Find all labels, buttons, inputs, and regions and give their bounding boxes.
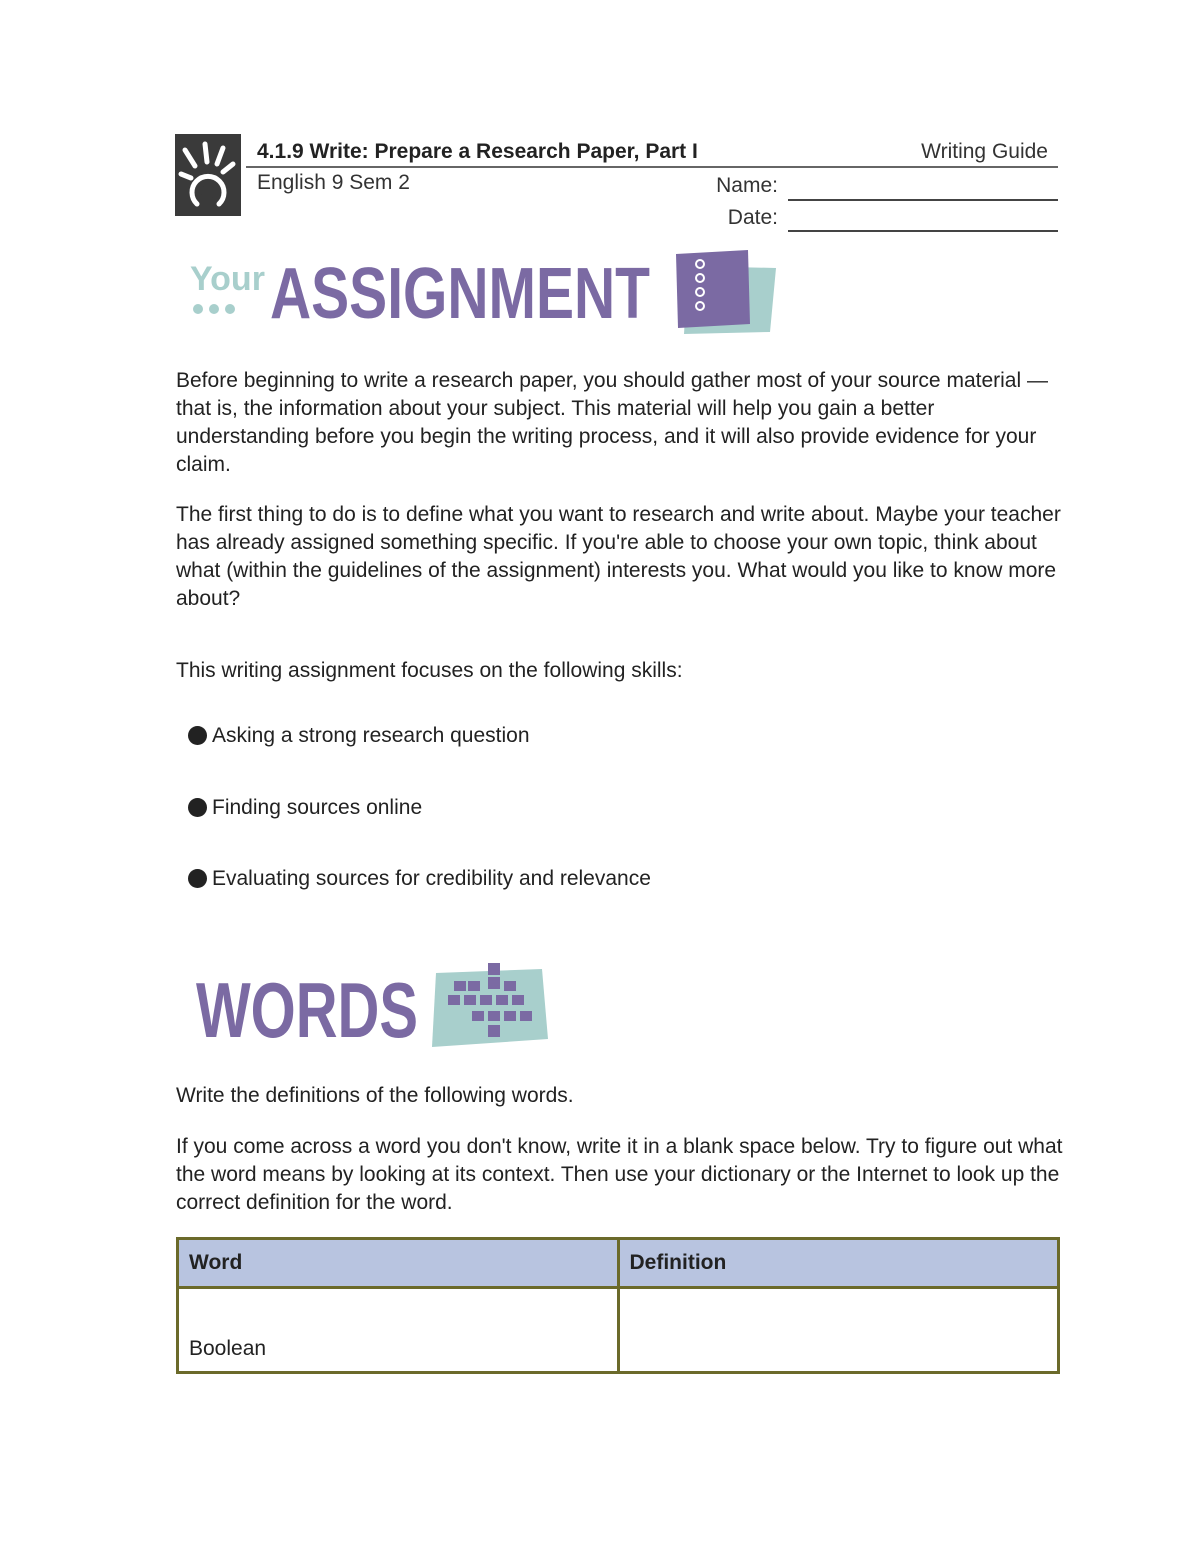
date-field[interactable] (788, 230, 1058, 232)
column-header-word: Word (178, 1239, 619, 1288)
words-instruction: If you come across a word you don't know, write it in a blank space below. Try to figure out what the word means by looking at its context. Then use your dictionary or the Internet to look up the correct definition for the word. (176, 1135, 1063, 1214)
skill-list-item: Finding sources online (188, 794, 422, 822)
word-cell: Boolean (178, 1288, 619, 1373)
bullet-icon (188, 726, 207, 745)
date-label: Date: (727, 206, 778, 229)
banner-title: WORDS (196, 966, 418, 1049)
document-title: 4.1.9 Write: Prepare a Research Paper, Part I (257, 140, 698, 163)
banner-prefix: Your (190, 260, 265, 298)
skill-list-item: Evaluating sources for credibility and relevance (188, 865, 651, 893)
skills-intro: This writing assignment focuses on the following skills: (176, 659, 683, 682)
assignment-paragraph: The first thing to do is to define what you want to research and write about. Maybe your teacher has already assigned something specific. If you're able to choose your own topic, think about what (within the guidelines of the assignment) interests you. What would you like to know more about? (176, 503, 1061, 610)
guide-type-label: Writing Guide (921, 140, 1048, 163)
column-header-definition: Definition (618, 1239, 1059, 1288)
bullet-icon (188, 798, 207, 817)
name-label: Name: (716, 174, 778, 197)
vocabulary-table (176, 1237, 1060, 1374)
skill-list-item: Asking a strong research question (188, 722, 530, 750)
words-instruction: Write the definitions of the following words. (176, 1084, 574, 1107)
crossword-icon (432, 963, 548, 1047)
banner-title: ASSIGNMENT (270, 254, 651, 334)
table-row (178, 1288, 1059, 1373)
assignment-banner (188, 244, 778, 336)
definition-cell[interactable] (618, 1288, 1059, 1373)
words-banner (192, 955, 552, 1049)
header-divider (246, 166, 1058, 168)
notebook-icon (676, 250, 776, 334)
course-name: English 9 Sem 2 (257, 171, 410, 194)
logo-icon (175, 134, 241, 216)
name-field[interactable] (788, 199, 1058, 201)
table-header-row (178, 1239, 1059, 1288)
bullet-icon (188, 869, 207, 888)
assignment-paragraph: Before beginning to write a research paper, you should gather most of your source material — that is, the information about your subject. This material will help you gain a better understanding before you begin the writing process, and it will also provide evidence for your claim. (176, 369, 1048, 476)
